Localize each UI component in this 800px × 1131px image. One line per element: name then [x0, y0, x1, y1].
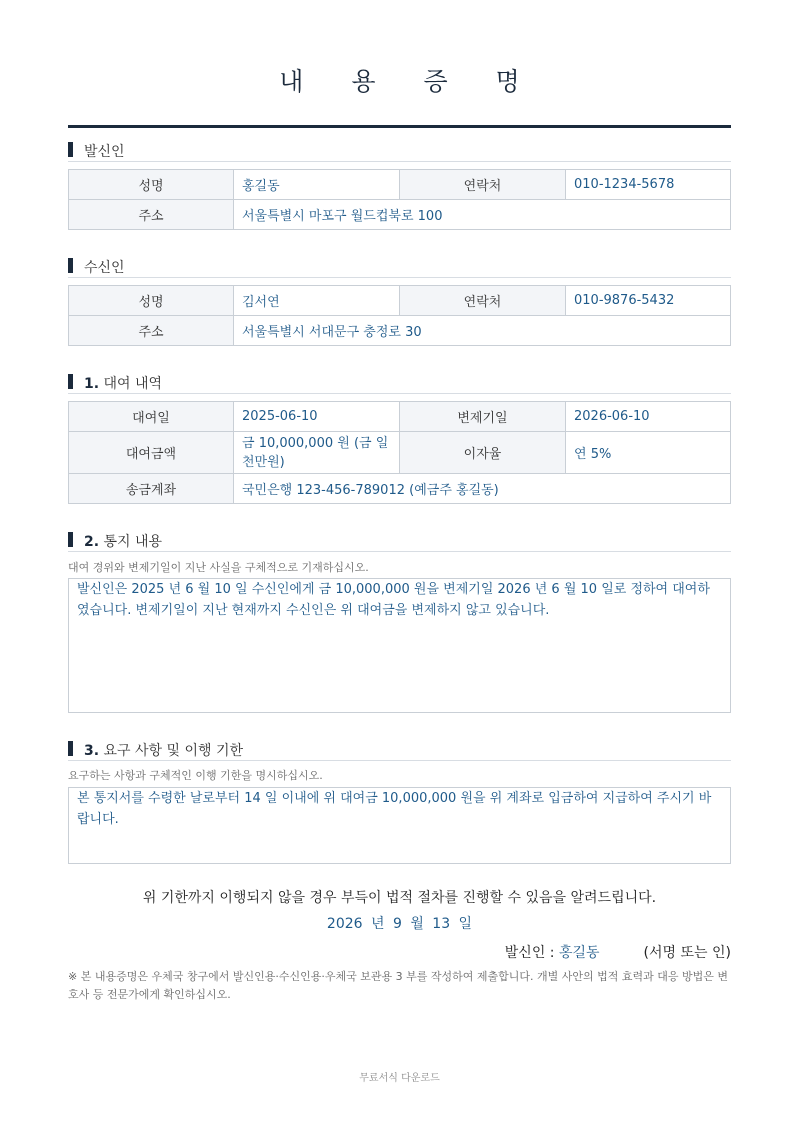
notice-section-label: 통지 내용 [103, 534, 163, 550]
title-divider [68, 125, 731, 128]
sender-contact-value[interactable]: 010-1234-5678 [566, 170, 731, 200]
demand-section-label: 요구 사항 및 이행 기한 [103, 743, 244, 759]
loan-section-label: 대여 내역 [103, 376, 163, 392]
recipient-address-value[interactable]: 서울특별시 서대문구 충정로 30 [234, 316, 731, 346]
demand-section-heading [68, 739, 731, 761]
sender-table [68, 169, 731, 230]
section-marker [68, 258, 73, 273]
signature-name[interactable]: 홍길동 [558, 945, 600, 961]
loan-date-label: 대여일 [69, 402, 234, 432]
loan-section-heading [68, 372, 731, 394]
notice-hint: 대여 경위와 변제기일이 지난 사실을 구체적으로 기재하십시오. [68, 561, 369, 574]
notice-textarea[interactable]: 발신인은 2025 년 6 월 10 일 수신인에게 금 10,000,000 원을 변제기일 2026 년 6 월 10 일로 정하여 대여하였습니다. 변제기일이 지난 현재까지 수신인은 위 대여금을 변제하지 않고 있습니다. [68, 578, 731, 713]
document-page [68, 0, 731, 1131]
demand-textarea[interactable]: 본 통지서를 수령한 날로부터 14 일 이내에 위 대여금 10,000,000 원을 위 계좌로 입금하여 지급하여 주시기 바랍니다. [68, 787, 731, 864]
section-marker [68, 374, 73, 389]
signature-line [505, 942, 731, 962]
demand-section-number: 3. [84, 743, 100, 759]
footer-link[interactable]: 무료서식 다운로드 [359, 1073, 440, 1084]
loan-amount-value[interactable]: 금 10,000,000 원 (금 일천만원) [234, 432, 400, 474]
account-value[interactable]: 국민은행 123-456-789012 (예금주 홍길동) [234, 474, 731, 504]
sender-name-value[interactable]: 홍길동 [234, 170, 400, 200]
section-marker [68, 741, 73, 756]
loan-date-value[interactable]: 2025-06-10 [234, 402, 400, 432]
account-label: 송금계좌 [69, 474, 234, 504]
loan-amount-label: 대여금액 [69, 432, 234, 474]
loan-section-number: 1. [84, 376, 100, 392]
section-marker [68, 532, 73, 547]
due-date-value[interactable]: 2026-06-10 [566, 402, 731, 432]
recipient-section-heading [68, 256, 731, 278]
sender-name-label: 성명 [69, 170, 234, 200]
interest-rate-value[interactable]: 연 5% [566, 432, 731, 474]
sender-address-value[interactable]: 서울특별시 마포구 월드컵북로 100 [234, 200, 731, 230]
recipient-name-value[interactable]: 김서연 [234, 286, 400, 316]
notice-section-heading [68, 530, 731, 552]
recipient-table [68, 285, 731, 346]
notice-section-number: 2. [84, 534, 100, 550]
recipient-address-label: 주소 [69, 316, 234, 346]
interest-rate-label: 이자율 [400, 432, 566, 474]
signature-prefix: 발신인 : [504, 945, 559, 961]
recipient-section-label: 수신인 [84, 260, 125, 276]
sender-address-label: 주소 [69, 200, 234, 230]
recipient-contact-value[interactable]: 010-9876-5432 [566, 286, 731, 316]
document-date[interactable]: 2026 년 9 월 13 일 [326, 916, 473, 932]
section-marker [68, 142, 73, 157]
legal-note: ※ 본 내용증명은 우체국 창구에서 발신인용·수신인용·우체국 보관용 3 부를 작성하여 제출합니다. 개별 사안의 법적 효력과 대응 방법은 변호사 등 전문가에게 확인하십시오. [68, 970, 728, 1001]
due-date-label: 변제기일 [400, 402, 566, 432]
recipient-name-label: 성명 [69, 286, 234, 316]
loan-table [68, 401, 731, 504]
sender-contact-label: 연락처 [400, 170, 566, 200]
signature-placeholder: (서명 또는 인) [643, 945, 731, 961]
recipient-contact-label: 연락처 [400, 286, 566, 316]
closing-statement: 위 기한까지 이행되지 않을 경우 부득이 법적 절차를 진행할 수 있음을 알려드립니다. [142, 890, 657, 906]
sender-section-label: 발신인 [84, 144, 125, 160]
document-title: 내 용 증 명 [279, 67, 540, 96]
sender-section-heading [68, 140, 731, 162]
demand-hint: 요구하는 사항과 구체적인 이행 기한을 명시하십시오. [68, 769, 323, 782]
